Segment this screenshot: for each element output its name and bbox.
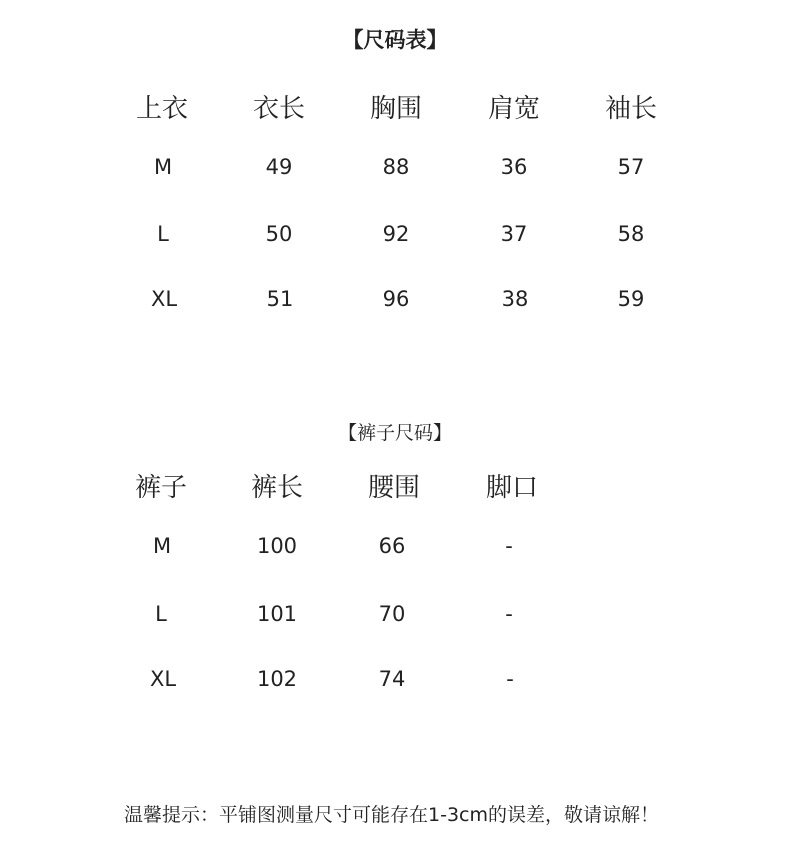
tops-row-l-shoulder: 37 [500,222,528,246]
tops-row-m-chest: 88 [382,155,410,179]
tops-header-shoulder: 肩宽 [487,94,540,124]
tops-row-xl-length: 51 [266,287,294,311]
tops-row-l-sleeve: 58 [617,222,645,246]
tops-row-xl-size: XL [150,287,178,311]
pants-header-item: 裤子 [134,473,187,503]
pants-header-length: 裤长 [250,473,303,503]
tops-row-xl-chest: 96 [382,287,410,311]
pants-row-l-waist: 70 [378,602,406,626]
tops-header-sleeve: 袖长 [604,94,657,124]
tops-row-l-length: 50 [265,222,293,246]
pants-row-xl-size: XL [149,667,177,691]
pants-header-waist: 腰围 [367,473,420,503]
pants-row-xl-length: 102 [256,667,298,691]
pants-row-m-length: 100 [256,534,298,558]
pants-row-l-hem: - [505,602,513,626]
tops-header-item: 上衣 [135,94,188,124]
tops-header-chest: 胸围 [369,94,422,124]
pants-row-m-waist: 66 [378,534,406,558]
tops-row-l-size: L [157,222,169,246]
pants-row-l-size: L [155,602,167,626]
tops-row-l-chest: 92 [382,222,410,246]
pants-header-hem: 脚口 [485,473,538,503]
tops-row-m-shoulder: 36 [500,155,528,179]
tops-size-title: 【尺码表】 [342,28,448,52]
pants-size-title: 【裤子尺码】 [337,422,452,444]
tops-row-xl-shoulder: 38 [501,287,529,311]
tops-row-m-size: M [153,155,173,179]
pants-row-xl-waist: 74 [378,667,406,691]
tops-row-xl-sleeve: 59 [617,287,645,311]
measurement-note: 温馨提示：平铺图测量尺寸可能存在1-3cm的误差，敬请谅解！ [124,804,659,826]
pants-row-m-hem: - [505,534,513,558]
pants-row-m-size: M [152,534,172,558]
tops-header-length: 衣长 [252,94,305,124]
pants-row-l-length: 101 [256,602,298,626]
tops-row-m-length: 49 [265,155,293,179]
tops-row-m-sleeve: 57 [617,155,645,179]
pants-row-xl-hem: - [506,667,514,691]
